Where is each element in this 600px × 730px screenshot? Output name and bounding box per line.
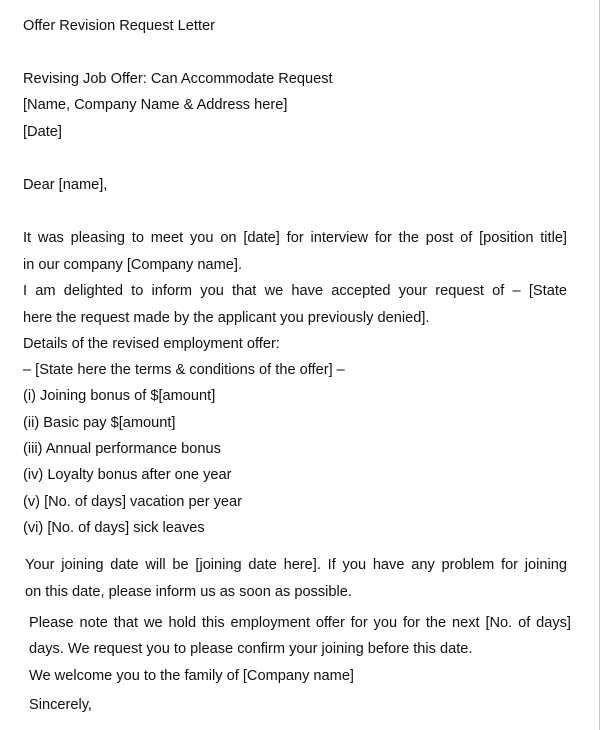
paragraph-4-line-1: Please note that we hold this employment offer for you for the next [No. of days] xyxy=(29,615,571,631)
paragraph-1-line-1: It was pleasing to meet you on [date] for interview for the post of [position title] xyxy=(23,230,567,246)
offer-item: (v) [No. of days] vacation per year xyxy=(23,494,242,510)
paragraph-1-line-2: in our company [Company name]. xyxy=(23,257,243,273)
letter-date: [Date] xyxy=(23,124,62,140)
paragraph-4-line-2: days. We request you to please confirm your joining before this date. xyxy=(29,641,473,657)
offer-item: (iii) Annual performance bonus xyxy=(23,441,221,457)
details-heading: Details of the revised employment offer: xyxy=(23,336,280,352)
paragraph-2-line-2: here the request made by the applicant you previously denied]. xyxy=(23,310,430,326)
salutation: Dear [name], xyxy=(23,177,108,193)
paragraph-2-line-1: I am delighted to inform you that we have accepted your request of – [State xyxy=(23,283,567,299)
paragraph-3-line-1: Your joining date will be [joining date here]. If you have any problem for joining xyxy=(25,557,567,573)
offer-item: (iv) Loyalty bonus after one year xyxy=(23,467,232,483)
paragraph-3-line-2: on this date, please inform us as soon as possible. xyxy=(25,584,352,600)
closing: Sincerely, xyxy=(29,697,92,713)
recipient-address: [Name, Company Name & Address here] xyxy=(23,97,288,113)
offer-item: (i) Joining bonus of $[amount] xyxy=(23,388,216,404)
welcome-line: We welcome you to the family of [Company name] xyxy=(29,668,354,684)
document-title: Offer Revision Request Letter xyxy=(23,18,215,34)
details-intro: – [State here the terms & conditions of the offer] – xyxy=(23,362,345,378)
offer-item: (vi) [No. of days] sick leaves xyxy=(23,520,205,536)
letter-subject: Revising Job Offer: Can Accommodate Request xyxy=(23,71,333,87)
offer-item: (ii) Basic pay $[amount] xyxy=(23,415,176,431)
